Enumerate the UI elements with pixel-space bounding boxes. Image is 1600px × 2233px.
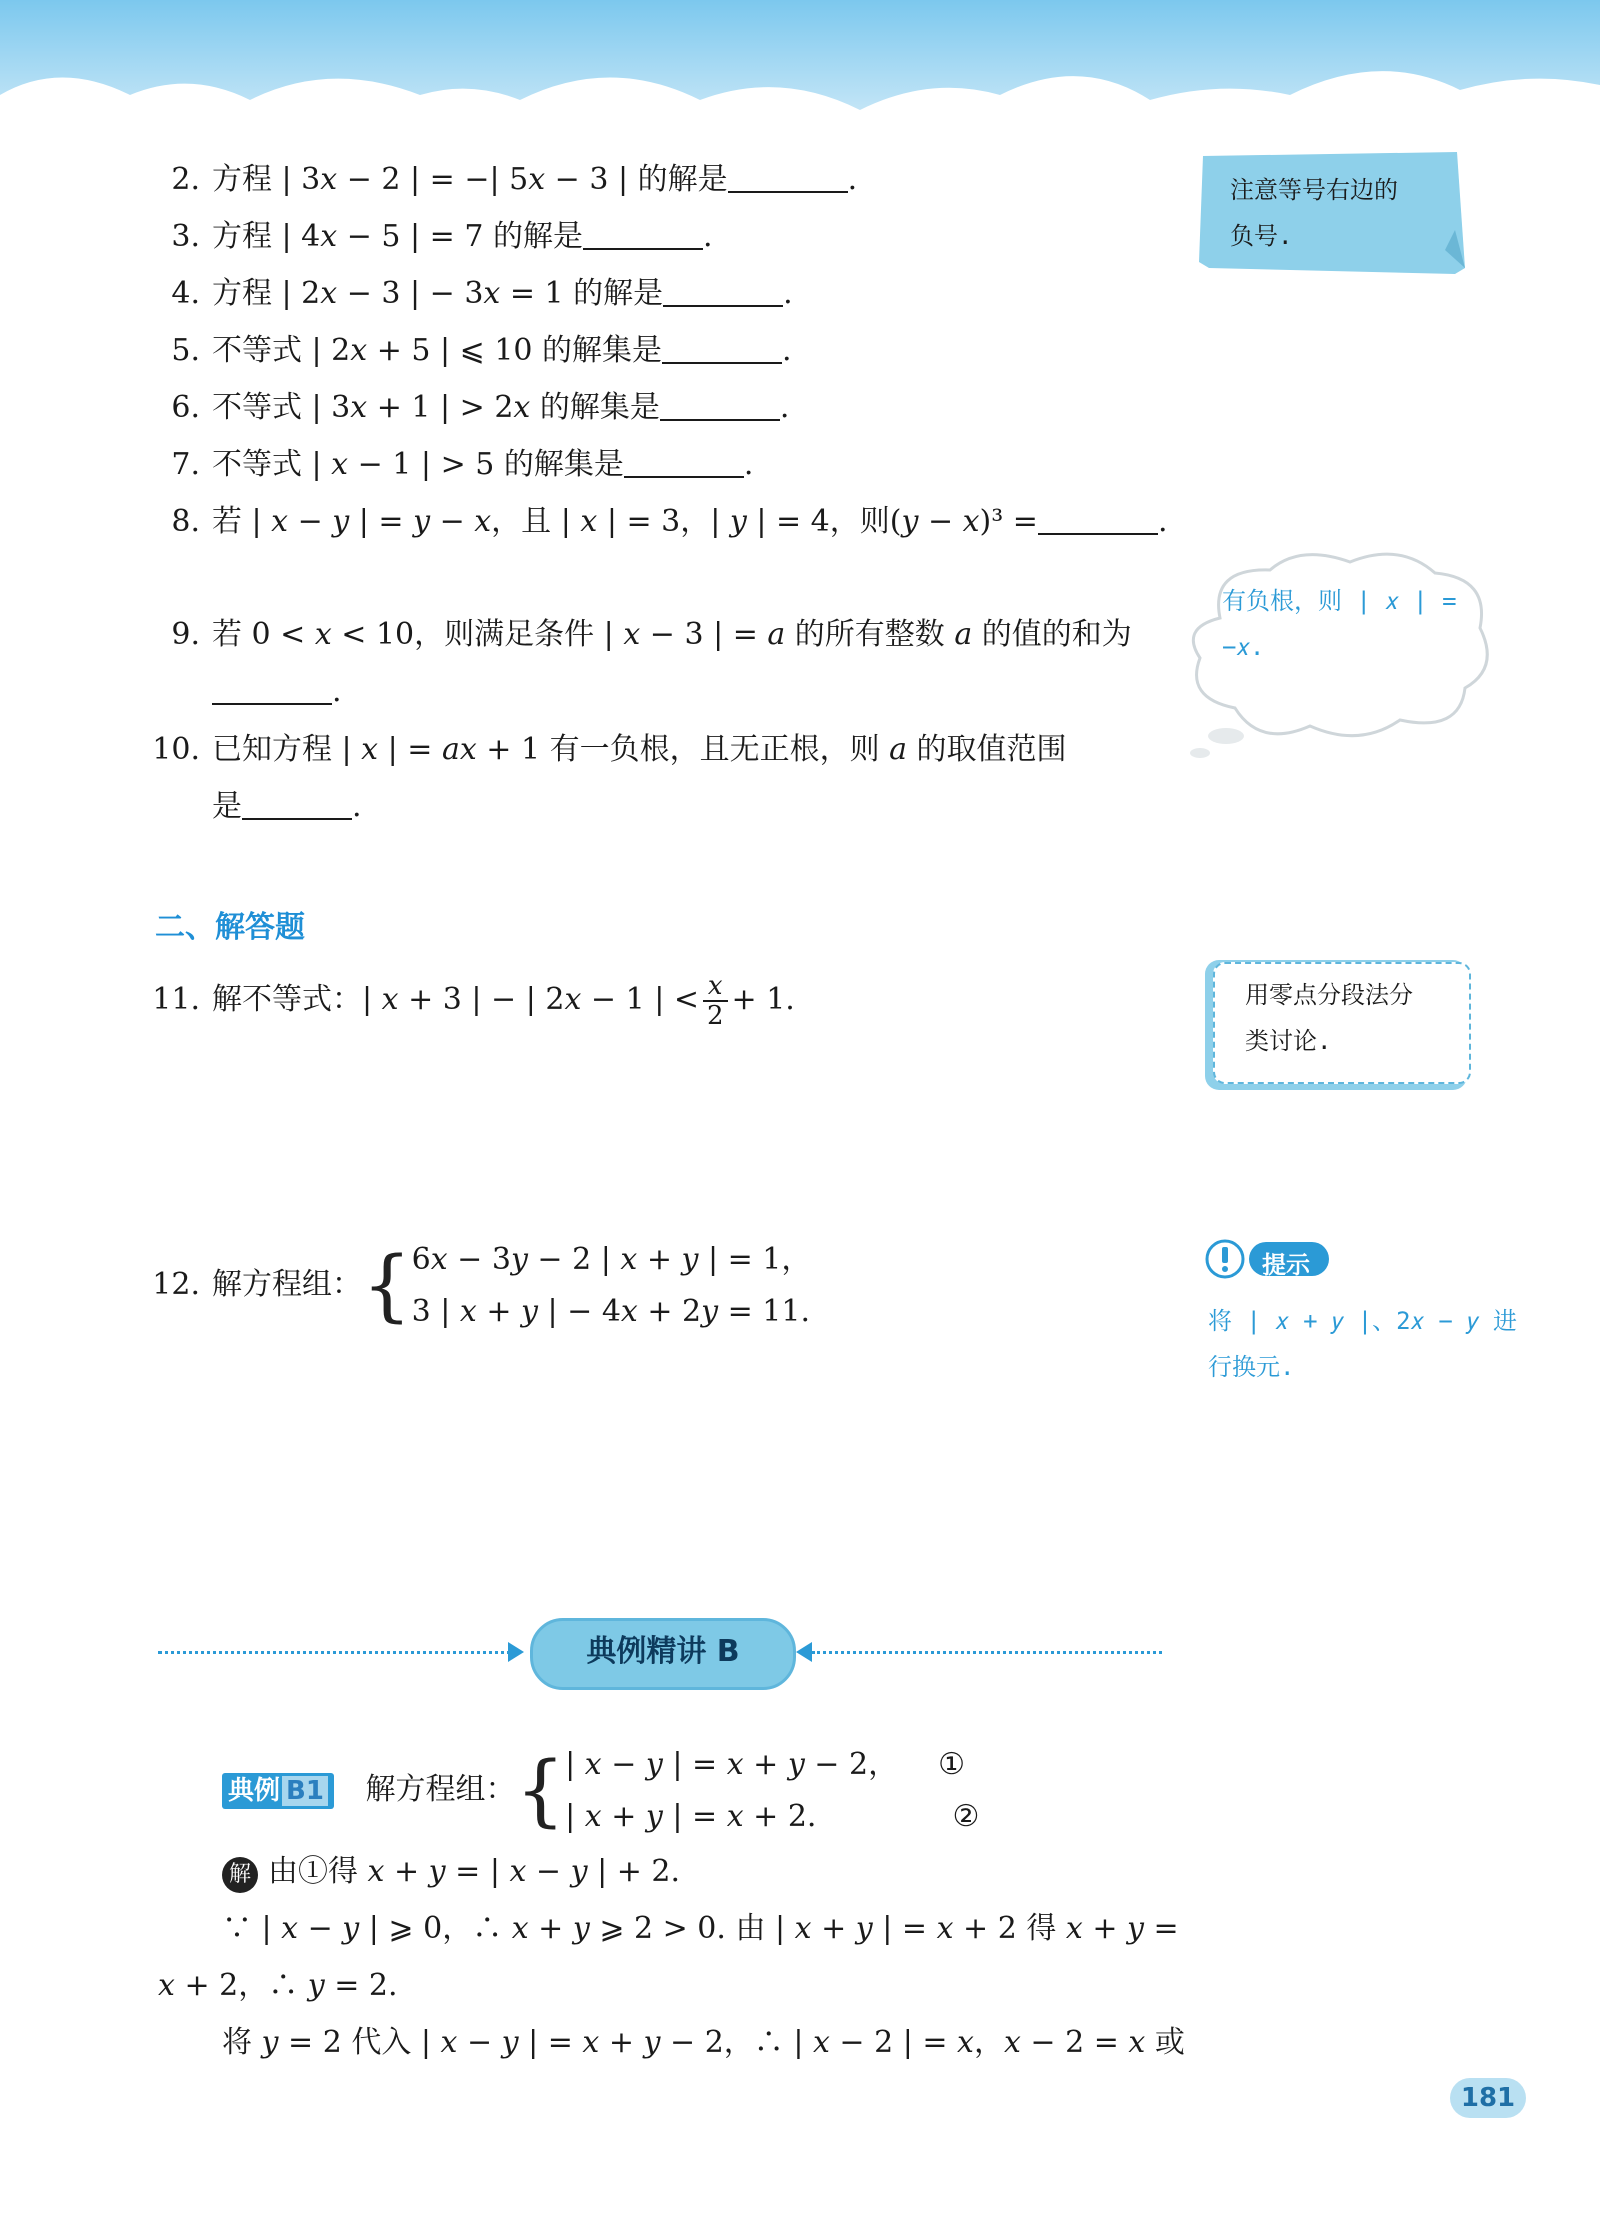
answer-blank <box>663 277 783 307</box>
note-line: 类讨论. <box>1245 1027 1332 1055</box>
note-line: 用零点分段法分 <box>1245 981 1413 1009</box>
problem-text: 方程 | 2𝑥 − 3 | − 3𝑥 = 1 的解是 <box>212 276 664 311</box>
problem-2 <box>150 160 857 200</box>
solution-text: ∵ | 𝑥 − 𝑦 | ⩾ 0，∴ 𝑥 + 𝑦 ⩾ 2 > 0. 由 | 𝑥 + 𝑦 | = 𝑥 + 2 得 𝑥 + 𝑦 = <box>222 1911 1179 1946</box>
equation-1 <box>565 1739 979 1791</box>
answer-blank <box>728 163 848 193</box>
problem-5 <box>150 331 792 371</box>
tip-label: 提示 <box>1262 1251 1310 1279</box>
problem-end: . <box>702 219 713 254</box>
problem-number: 7. <box>171 447 200 482</box>
fraction <box>703 972 728 1030</box>
banner-title: 典例精讲 B <box>530 1618 796 1690</box>
problem-text: 不等式 | 2𝑥 + 5 | ⩽ 10 的解集是 <box>212 333 663 368</box>
problem-12-line <box>150 1230 811 1340</box>
problem-text: 是 <box>212 789 242 824</box>
example-tag <box>222 1773 334 1809</box>
problem-10-line2 <box>212 787 362 827</box>
problem-text: 若 | 𝑥 − 𝑦 | = 𝑦 − 𝑥，且 | 𝑥 | = 3，| 𝑦 | = 4，则(𝑦 − 𝑥)³ = <box>212 504 1038 539</box>
problem-text: 已知方程 | 𝑥 | = 𝑎𝑥 + 1 有一负根，且无正根，则 𝑎 的取值范围 <box>212 732 1067 767</box>
problem-9 <box>150 615 1132 655</box>
problem-text: 方程 | 4𝑥 − 5 | = 7 的解是 <box>212 219 583 254</box>
problem-10 <box>150 730 1067 770</box>
side-note-substitution <box>1208 1298 1517 1390</box>
answer-blank <box>242 790 352 820</box>
problem-9-line2 <box>212 672 342 712</box>
equation-system <box>565 1739 979 1843</box>
example-heading <box>222 1735 979 1845</box>
solution-line-4 <box>222 2023 1185 2063</box>
banner-arrow-right <box>796 1642 812 1662</box>
problem-6 <box>150 388 789 428</box>
example-text: 解方程组： <box>365 1772 516 1807</box>
system-brace: { <box>362 1241 412 1331</box>
side-note-zero-point <box>1245 972 1413 1064</box>
solution-line-2 <box>222 1909 1179 1949</box>
answer-blank <box>662 334 782 364</box>
answer-blank <box>583 220 703 250</box>
problem-number: 8. <box>171 504 200 539</box>
side-note-negative-root <box>1222 578 1457 670</box>
equation-2 <box>565 1791 979 1843</box>
example-tag-text: 典例 <box>228 1776 281 1806</box>
solution-badge: 解 <box>222 1857 258 1893</box>
problem-text: 不等式 | 3𝑥 + 1 | > 2𝑥 的解集是 <box>212 390 660 425</box>
problem-number: 3. <box>171 219 200 254</box>
note-line: 将 | 𝑥 + 𝑦 |、2𝑥 − 𝑦 进 <box>1208 1307 1517 1335</box>
problem-end: . <box>352 789 362 824</box>
page-number: 181 <box>1450 2078 1526 2118</box>
example-tag-id: B1 <box>282 1776 328 1806</box>
solution-text: 由①得 𝑥 + 𝑦 = | 𝑥 − 𝑦 | + 2. <box>268 1854 681 1889</box>
equation-mark: ① <box>938 1747 965 1782</box>
answer-blank <box>624 448 744 478</box>
equation-system <box>412 1234 812 1338</box>
problem-3 <box>150 217 713 257</box>
answer-blank <box>212 675 332 705</box>
problem-end: + 1. <box>731 982 795 1017</box>
problem-11-line <box>150 968 795 1032</box>
banner-dotted-line-left <box>158 1651 518 1654</box>
problem-end: . <box>782 333 792 368</box>
note-line: 行换元. <box>1208 1353 1295 1381</box>
solution-line-1 <box>222 1852 680 1893</box>
system-brace: { <box>515 1746 566 1836</box>
problem-number: 11. <box>152 982 200 1017</box>
solution-text: 将 𝑦 = 2 代入 | 𝑥 − 𝑦 | = 𝑥 + 𝑦 − 2，∴ | 𝑥 − 2 | = 𝑥，𝑥 − 2 = 𝑥 或 <box>222 2025 1185 2060</box>
section-heading: 二、解答题 <box>155 910 305 945</box>
problem-number: 9. <box>171 617 200 652</box>
problem-text: 方程 | 3𝑥 − 2 | = −| 5𝑥 − 3 | 的解是 <box>212 162 728 197</box>
note-line: 注意等号右边的 <box>1230 176 1398 204</box>
fraction-numerator: 𝑥 <box>703 972 728 1002</box>
note-line: 有负根，则 | 𝑥 | = <box>1222 587 1457 615</box>
problem-number: 4. <box>171 276 200 311</box>
problem-4 <box>150 274 793 314</box>
problem-number: 2. <box>171 162 200 197</box>
equation-text: | 𝑥 + 𝑦 | = 𝑥 + 2. <box>565 1799 817 1834</box>
equation-2: 3 | 𝑥 + 𝑦 | − 4𝑥 + 2𝑦 = 11. <box>411 1294 811 1329</box>
problem-end: . <box>779 390 790 425</box>
problem-7 <box>150 445 753 485</box>
sky-header-decoration <box>0 0 1600 170</box>
problem-text: 若 0 < 𝑥 < 10，则满足条件 | 𝑥 − 3 | = 𝑎 的所有整数 𝑎 的值的和为 <box>212 617 1132 652</box>
answer-blank <box>660 391 780 421</box>
equation-1: 6𝑥 − 3𝑦 − 2 | 𝑥 + 𝑦 | = 1， <box>411 1242 812 1277</box>
note-line: −𝑥. <box>1222 633 1265 661</box>
equation-text: | 𝑥 − 𝑦 | = 𝑥 + 𝑦 − 2， <box>565 1747 899 1782</box>
fraction-denominator: 2 <box>706 1001 724 1031</box>
problem-text: 解方程组： <box>212 1267 362 1302</box>
solution-text: 𝑥 + 2，∴ 𝑦 = 2. <box>158 1968 398 2003</box>
solution-line-3 <box>158 1966 398 2006</box>
problem-number: 5. <box>171 333 200 368</box>
problem-end: . <box>1157 504 1168 539</box>
problem-number: 12. <box>152 1267 200 1302</box>
side-note-sign <box>1230 167 1398 259</box>
problem-number: 10. <box>152 732 200 767</box>
problem-end: . <box>847 162 858 197</box>
problem-8 <box>150 502 1167 542</box>
equation-mark: ② <box>952 1799 980 1834</box>
answer-blank <box>1038 505 1158 535</box>
problem-end: . <box>332 674 342 709</box>
problem-text: 不等式 | 𝑥 − 1 | > 5 的解集是 <box>212 447 624 482</box>
banner-arrow-left <box>508 1642 524 1662</box>
banner-dotted-line-right <box>812 1651 1162 1654</box>
note-line: 负号. <box>1230 222 1293 250</box>
problem-end: . <box>783 276 793 311</box>
problem-end: . <box>743 447 754 482</box>
problem-number: 6. <box>171 390 200 425</box>
problem-text: 解不等式：| 𝑥 + 3 | − | 2𝑥 − 1 | < <box>212 982 699 1017</box>
